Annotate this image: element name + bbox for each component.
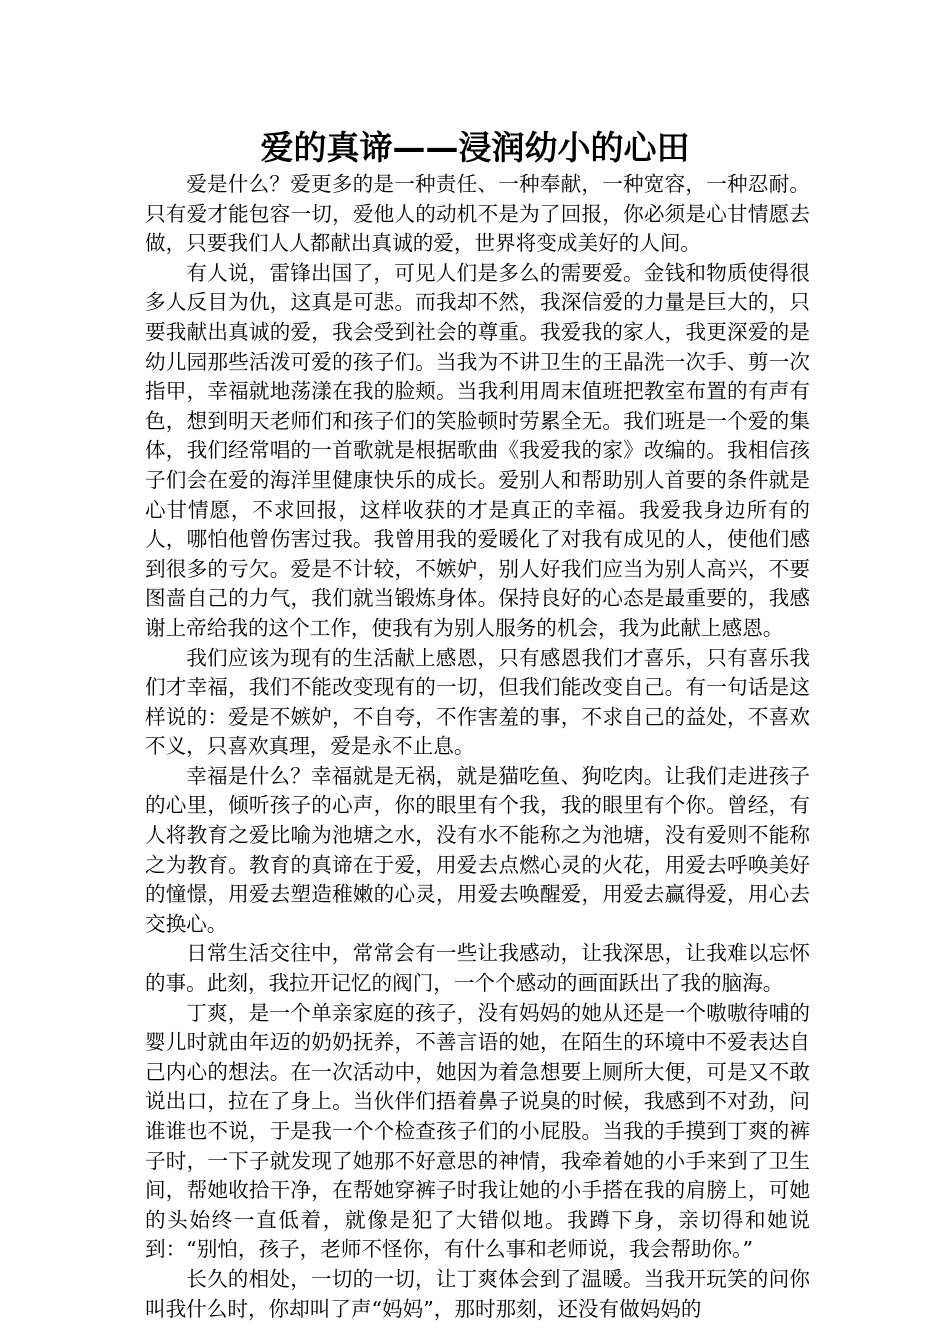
paragraph-7: 长久的相处，一切的一切，让丁爽体会到了温暖。当我开玩笑的问你叫我什么时，你却叫了声“妈妈”，那时那刻，还没有做妈妈的 — [145, 1266, 810, 1321]
paragraph-1: 爱是什么？爱更多的是一种责任、一种奉献，一种宽容，一种忍耐。只有爱才能包容一切，爱他人的动机不是为了回报，你必须是心甘情愿去做，只要我们人人都献出真诚的爱，世界将变成美好的人间。 — [145, 172, 810, 256]
paragraph-5: 日常生活交往中，常常会有一些让我感动，让我深思，让我难以忘怀的事。此刻，我拉开记忆的阀门，一个个感动的画面跃出了我的脑海。 — [145, 941, 810, 996]
paragraph-6: 丁爽，是一个单亲家庭的孩子，没有妈妈的她从还是一个嗷嗷待哺的婴儿时就由年迈的奶奶抚养，不善言语的她，在陌生的环境中不爱表达自己内心的想法。在一次活动中，她因为着急想要上厕所大便，可是又不敢说出口，拉在了身上。当伙伴们捂着鼻子说臭的时候，我感到不对劲，问谁谁也不说，于是我一个个检查孩子们的小屁股。当我的手摸到丁爽的裤子时，一下子就发现了她那不好意思的神情，我牵着她的小手来到了卫生间，帮她收拾干净，在帮她穿裤子时我让她的小手搭在我的肩膀上，可她的头始终一直低着，就像是犯了大错似地。我蹲下身，亲切得和她说到：“别怕，孩子，老师不怪你，有什么事和老师说，我会帮助你。” — [145, 1000, 810, 1262]
paragraph-4: 幸福是什么？幸福就是无祸，就是猫吃鱼、狗吃肉。让我们走进孩子的心里，倾听孩子的心声，你的眼里有个我，我的眼里有个你。曾经，有人将教育之爱比喻为池塘之水，没有水不能称之为池塘，没有爱则不能称之为教育。教育的真谛在于爱，用爱去点燃心灵的火花，用爱去呼唤美好的憧憬，用爱去塑造稚嫩的心灵，用爱去唤醒爱，用爱去赢得爱，用心去交换心。 — [145, 763, 810, 936]
document-title: 爱的真谛——浸润幼小的心田 — [260, 128, 690, 167]
paragraph-2: 有人说，雷锋出国了，可见人们是多么的需要爱。金钱和物质使得很多人反目为仇，这真是可悲。而我却不然，我深信爱的力量是巨大的，只要我献出真诚的爱，我会受到社会的尊重。我爱我的家人，我更深爱的是幼儿园那些活泼可爱的孩子们。当我为不讲卫生的王晶洗一次手、剪一次指甲，幸福就地荡漾在我的脸颊。当我利用周末值班把教室布置的有声有色，想到明天老师们和孩子们的笑脸顿时劳累全无。我们班是一个爱的集体，我们经常唱的一首歌就是根据歌曲《我爱我的家》改编的。我相信孩子们会在爱的海洋里健康快乐的成长。爱别人和帮助别人首要的条件就是心甘情愿，不求回报，这样收获的才是真正的幸福。我爱我身边所有的人，哪怕他曾伤害过我。我曾用我的爱暖化了对我有成见的人，使他们感到很多的亏欠。爱是不计较，不嫉妒，别人好我们应当为别人高兴，不要图啬自己的力气，我们就当锻炼身体。保持良好的心态是最重要的，我感谢上帝给我的这个工作，使我有为别人服务的机会，我为此献上感恩。 — [145, 260, 810, 640]
document-body — [145, 170, 810, 1324]
paragraph-3: 我们应该为现有的生活献上感恩，只有感恩我们才喜乐，只有喜乐我们才幸福，我们不能改变现有的一切，但我们能改变自己。有一句话是这样说的：爱是不嫉妒，不自夸，不作害羞的事，不求自己的益处，不喜欢不义，只喜欢真理，爱是永不止息。 — [145, 645, 810, 759]
